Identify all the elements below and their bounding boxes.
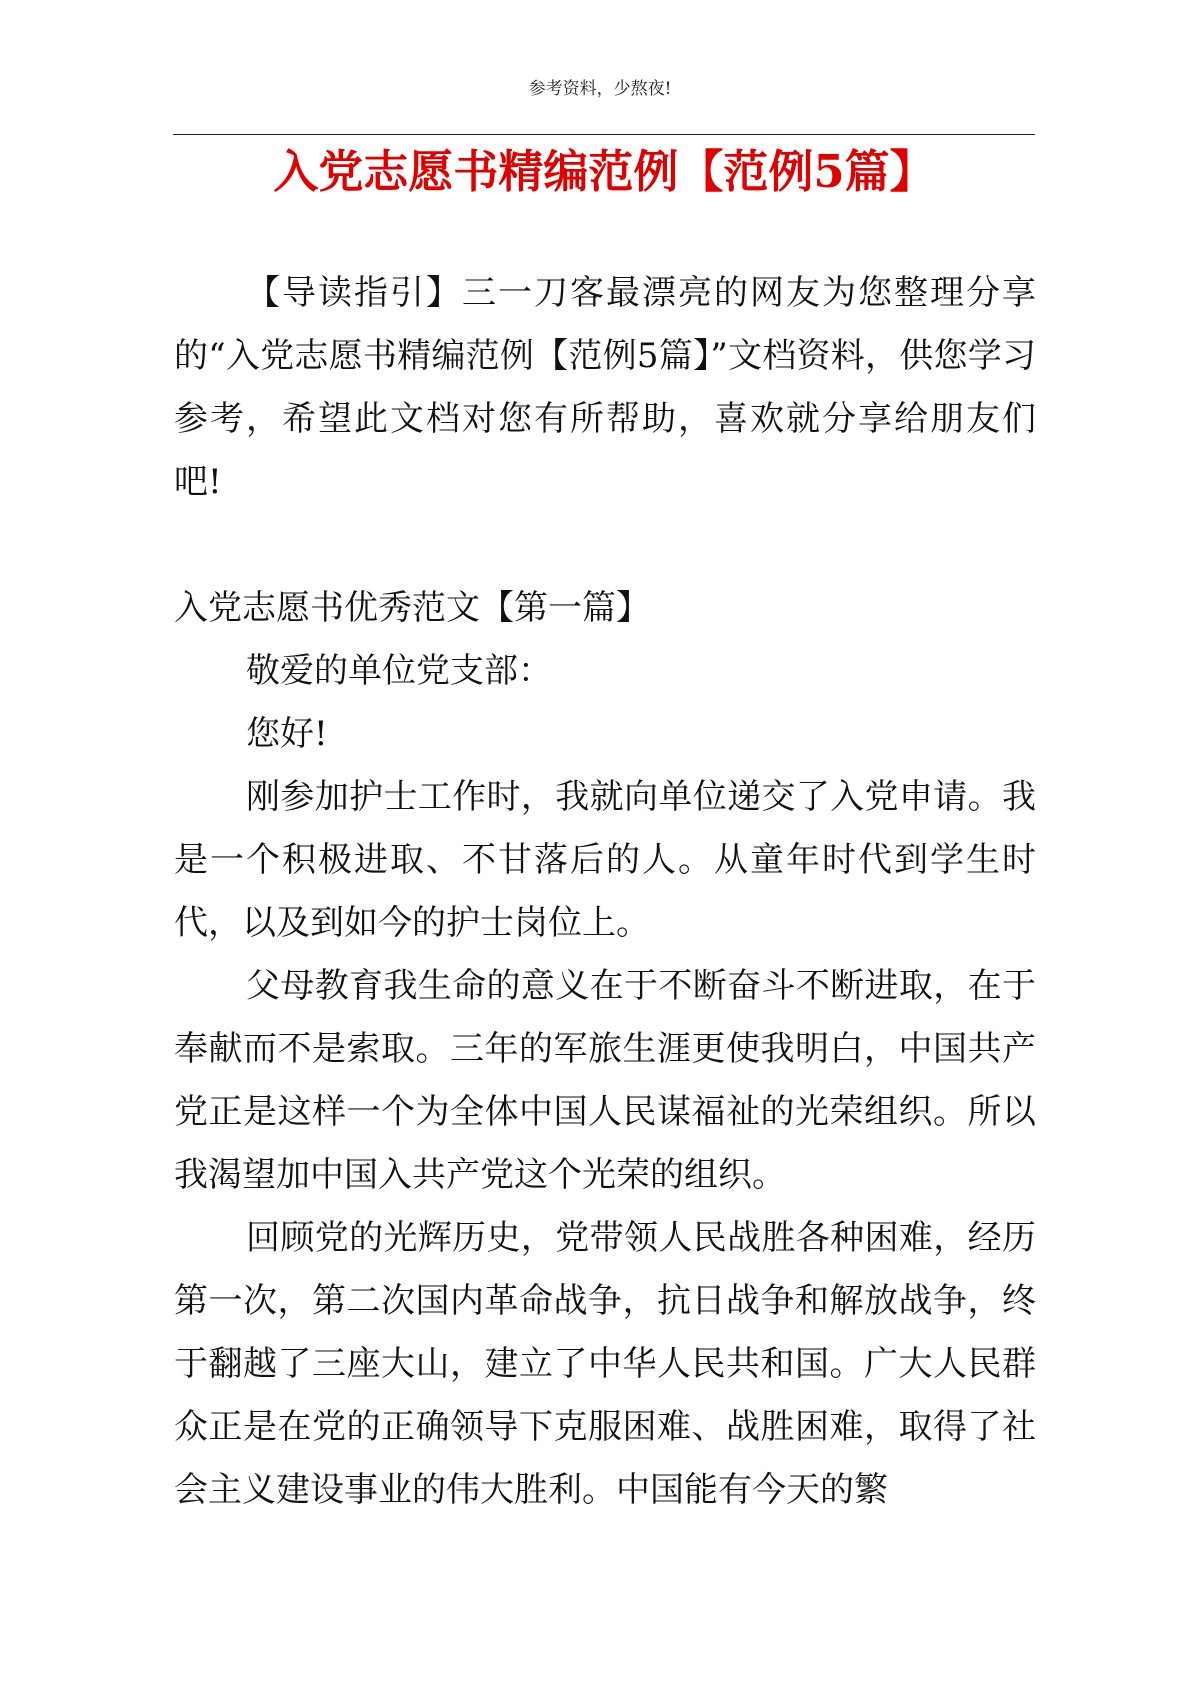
paragraph-spacer xyxy=(174,514,1036,577)
running-header: 参考资料，少熬夜! xyxy=(528,79,672,99)
greeting: 您好! xyxy=(246,714,328,754)
header-divider xyxy=(173,134,1035,135)
body-paragraph-1: 刚参加护士工作时，我就向单位递交了入党申请。我是一个积极进取、不甘落后的人。从童年时代到学生时代，以及到如今的护士岗位上。 xyxy=(174,777,1036,943)
body-paragraph-3: 回顾党的光辉历史，党带领人民战胜各种困难，经历第一次，第二次国内革命战争，抗日战争和解放战争，终于翻越了三座大山，建立了中华人民共和国。广大人民群众正是在党的正确领导下克服困难、战胜困难，取得了社会主义建设事业的伟大胜利。中国能有今天的繁 xyxy=(174,1218,1036,1510)
salutation: 敬爱的单位党支部： xyxy=(246,651,552,691)
body-paragraph-2: 父母教育我生命的意义在于不断奋斗不断进取，在于奉献而不是索取。三年的军旅生涯更使我明白，中国共产党正是这样一个为全体中国人民谋福祉的光荣组织。所以我渴望加中国入共产党这个光荣的组织。 xyxy=(174,966,1036,1195)
document-body xyxy=(174,262,1036,1522)
section-heading: 入党志愿书优秀范文【第一篇】 xyxy=(174,588,650,628)
document-title: 入党志愿书精编范例【范例5篇】 xyxy=(273,145,935,198)
intro-paragraph: 【导读指引】三一刀客最漂亮的网友为您整理分享的“入党志愿书精编范例【范例5篇】”文档资料，供您学习参考，希望此文档对您有所帮助，喜欢就分享给朋友们吧! xyxy=(174,273,1036,502)
